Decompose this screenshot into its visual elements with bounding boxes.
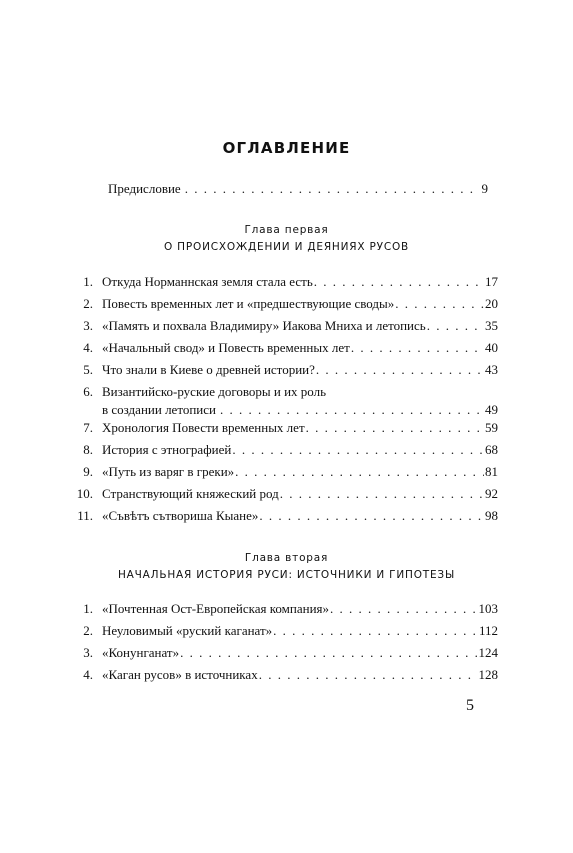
leader-dots <box>314 274 484 290</box>
toc-entry[interactable] <box>74 340 498 356</box>
entry-page: 124 <box>478 645 498 660</box>
entry-label: Откуда Норманнская земля стала есть <box>102 274 313 289</box>
entry-page: 103 <box>478 601 498 616</box>
entry-page: 98 <box>485 508 498 523</box>
toc-title: ОГЛАВЛЕНИЕ <box>222 139 351 157</box>
leader-dots <box>185 181 478 197</box>
chapter-heading: Глава первая <box>244 224 329 236</box>
leader-dots <box>280 486 484 502</box>
chapter-subtitle: О ПРОИСХОЖДЕНИИ И ДЕЯНИЯХ РУСОВ <box>163 241 410 253</box>
toc-entry[interactable] <box>74 442 498 458</box>
toc-entry[interactable] <box>74 384 498 400</box>
entry-label: «Съвѣтъ сътвориша Кыане» <box>102 508 259 523</box>
toc-entry-continuation[interactable] <box>102 402 498 418</box>
toc-entry[interactable] <box>74 464 498 480</box>
entry-label: «Почтенная Ост-Европейская компания» <box>102 601 330 616</box>
leader-dots <box>232 442 484 458</box>
entry-label: «Путь из варяг в греки» <box>102 464 235 479</box>
leader-dots <box>316 362 484 378</box>
leader-dots <box>306 420 484 436</box>
entry-label: Повесть временных лет и «предшествующие своды» <box>102 296 395 311</box>
entry-number: 9. <box>83 464 93 479</box>
toc-entry[interactable] <box>74 296 498 312</box>
toc-entry[interactable] <box>74 420 498 436</box>
entry-number: 6. <box>83 384 93 399</box>
entry-label: Предисловие <box>108 181 181 196</box>
chapter-heading: Глава вторая <box>244 552 329 564</box>
entry-page: 43 <box>485 362 498 377</box>
entry-label: «Начальный свод» и Повесть временных лет <box>102 340 350 355</box>
leader-dots <box>220 402 481 418</box>
toc-entry[interactable] <box>74 601 498 617</box>
leader-dots <box>395 296 484 312</box>
toc-entry[interactable] <box>74 645 498 661</box>
entry-number: 10. <box>76 486 93 501</box>
entry-page: 35 <box>485 318 498 333</box>
entry-page: 128 <box>478 667 498 682</box>
entry-label: «Каган русов» в источниках <box>102 667 258 682</box>
entry-page: 59 <box>485 420 498 435</box>
entry-number: 4. <box>83 340 93 355</box>
page-number: 5 <box>466 697 474 714</box>
entry-number: 11. <box>77 508 93 523</box>
entry-label: История с этнографией <box>102 442 232 457</box>
leader-dots <box>259 667 478 683</box>
toc-entry[interactable] <box>74 667 498 683</box>
chapter-subtitle: НАЧАЛЬНАЯ ИСТОРИЯ РУСИ: ИСТОЧНИКИ И ГИПОТЕЗЫ <box>117 569 456 581</box>
entry-number: 8. <box>83 442 93 457</box>
entry-label: Что знали в Киеве о древней истории? <box>102 362 315 377</box>
entry-number: 3. <box>83 318 93 333</box>
leader-dots <box>259 508 484 524</box>
leader-dots <box>235 464 484 480</box>
entry-number: 1. <box>83 274 93 289</box>
entry-number: 3. <box>83 645 93 660</box>
entry-label: Неуловимый «руский каганат» <box>102 623 273 638</box>
toc-entry[interactable] <box>74 623 498 639</box>
entry-page: 49 <box>485 402 498 417</box>
entry-page: 40 <box>485 340 498 355</box>
entry-page: 68 <box>485 442 498 457</box>
entry-label: Хронология Повести временных лет <box>102 420 305 435</box>
entry-number: 5. <box>83 362 93 377</box>
toc-entry[interactable] <box>74 362 498 378</box>
entry-page: 81 <box>485 464 498 479</box>
entry-page: 112 <box>478 623 498 638</box>
toc-entry[interactable] <box>74 486 498 502</box>
toc-entry[interactable] <box>74 318 498 334</box>
entry-label: Византийско-руские договоры и их роль <box>102 384 327 399</box>
leader-dots <box>330 601 477 617</box>
entry-page: 20 <box>485 296 498 311</box>
entry-number: 2. <box>83 296 93 311</box>
toc-entry-preface[interactable] <box>108 181 488 197</box>
leader-dots <box>427 318 484 334</box>
leader-dots <box>180 645 477 661</box>
leader-dots <box>351 340 484 356</box>
entry-label: «Память и похвала Владимиру» Иакова Мниха и летопись <box>102 318 426 333</box>
leader-dots <box>273 623 478 639</box>
entry-label: «Конунганат» <box>102 645 180 660</box>
entry-label: Странствующий княжеский род <box>102 486 279 501</box>
entry-number: 2. <box>83 623 93 638</box>
entry-page: 9 <box>481 181 488 196</box>
entry-page: 17 <box>485 274 498 289</box>
entry-number: 7. <box>83 420 93 435</box>
entry-label: в создании летописи <box>102 402 216 417</box>
entry-page: 92 <box>485 486 498 501</box>
entry-number: 4. <box>83 667 93 682</box>
toc-entry[interactable] <box>74 508 498 524</box>
toc-entry[interactable] <box>74 274 498 290</box>
entry-number: 1. <box>83 601 93 616</box>
